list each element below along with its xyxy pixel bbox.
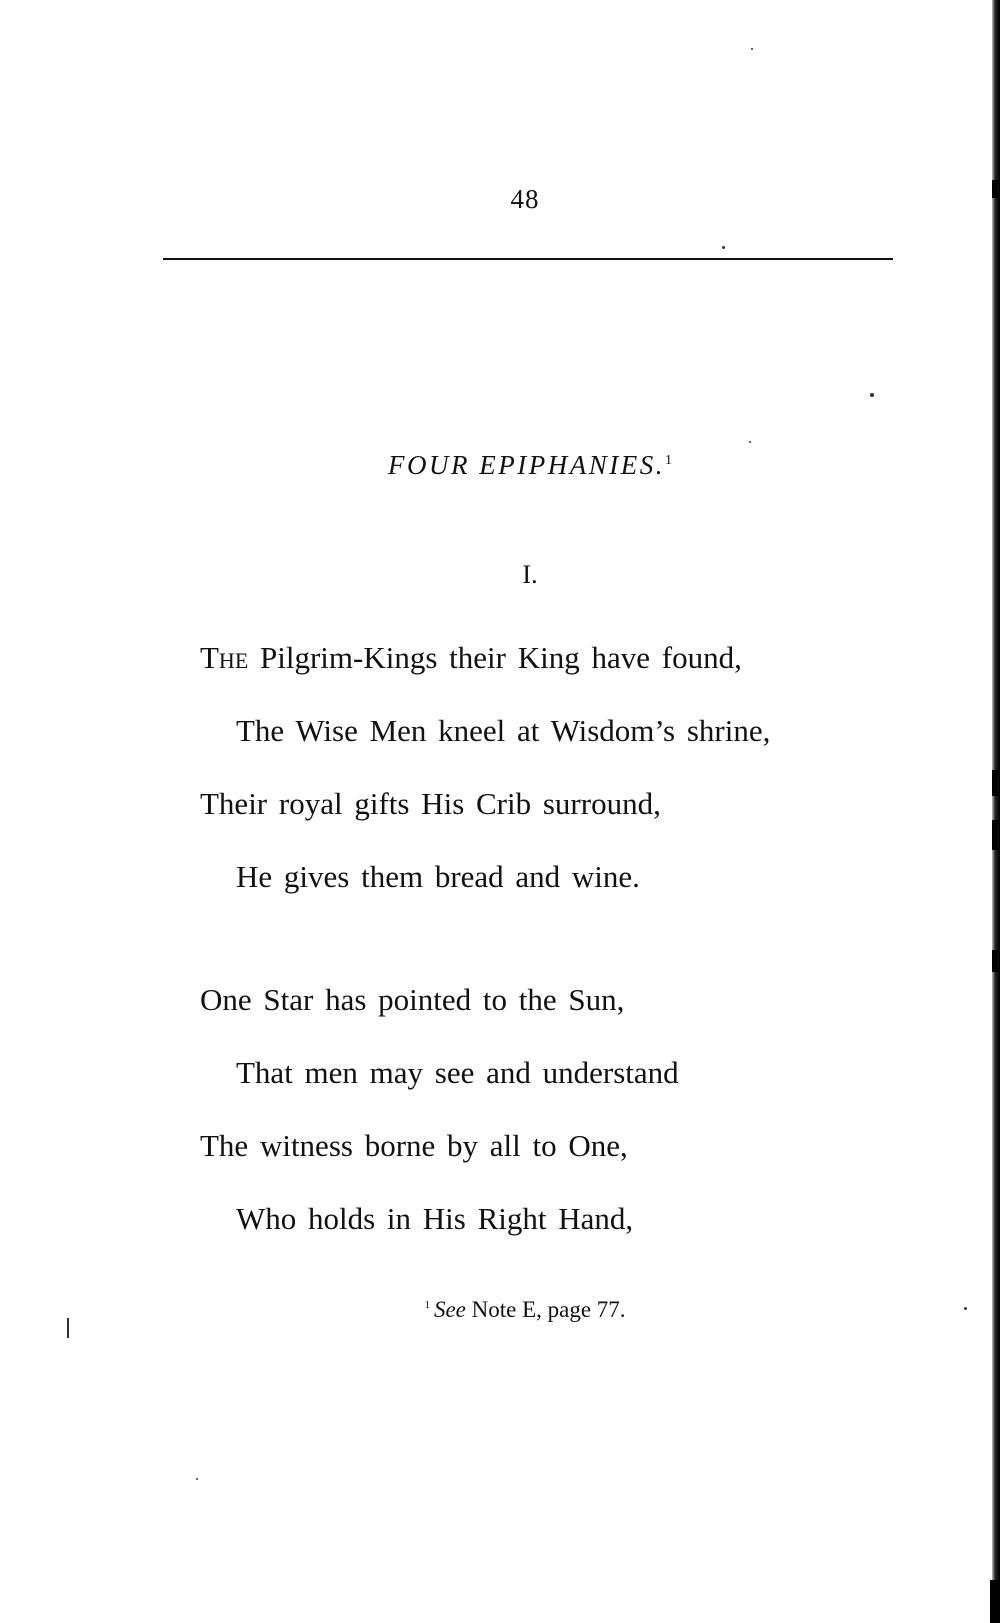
scan-speck xyxy=(722,246,725,249)
scan-speck xyxy=(964,1307,967,1310)
verse-initial-word: The xyxy=(200,640,249,675)
poem-title xyxy=(0,450,1000,481)
scan-speck xyxy=(751,48,753,50)
page-edge-shadow xyxy=(992,0,1000,1623)
scan-speck xyxy=(67,1318,69,1338)
poem-title-text: FOUR EPIPHANIES. xyxy=(388,450,665,480)
verse-line: That men may see and understand xyxy=(236,1055,679,1090)
edge-mark xyxy=(992,770,998,796)
footnote-text: Note E, page 77. xyxy=(465,1297,626,1322)
verse-line-text: Pilgrim-Kings their King have found, xyxy=(248,640,742,675)
verse-line: He gives them bread and wine. xyxy=(236,859,640,894)
header-rule xyxy=(163,258,893,260)
verse-line: The witness borne by all to One, xyxy=(200,1128,628,1163)
verse-line: Who holds in His Right Hand, xyxy=(236,1201,634,1236)
section-number: I. xyxy=(522,560,538,589)
footnote-marker: 1 xyxy=(664,453,672,468)
verse-line: The Wise Men kneel at Wisdom’s shrine, xyxy=(236,713,771,748)
verse-line xyxy=(200,640,742,676)
edge-mark xyxy=(992,950,998,972)
footnote-number: 1 xyxy=(424,1299,430,1311)
verse-line: Their royal gifts His Crib surround, xyxy=(200,786,661,821)
scan-speck xyxy=(196,1478,198,1480)
footnote-see: See xyxy=(433,1297,466,1322)
page-number: 48 xyxy=(510,184,540,214)
footnote xyxy=(0,1297,1000,1323)
edge-mark xyxy=(992,820,998,850)
scan-speck xyxy=(749,441,751,443)
edge-mark xyxy=(990,1580,1000,1623)
verse-line: One Star has pointed to the Sun, xyxy=(200,982,625,1017)
scan-speck xyxy=(870,393,874,397)
